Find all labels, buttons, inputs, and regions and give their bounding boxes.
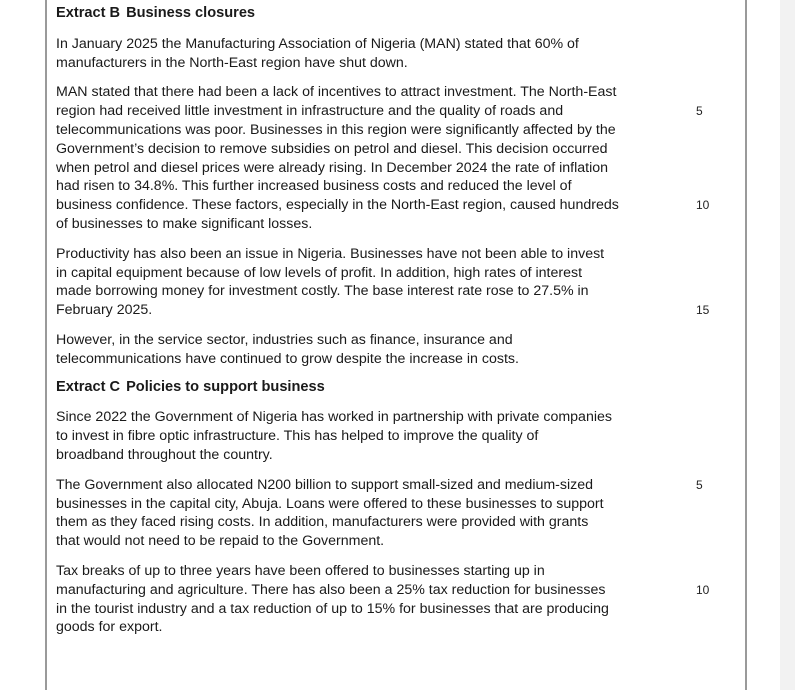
line-number: 15 xyxy=(696,303,710,318)
text-line: However, in the service sector, industries such as finance, insurance and xyxy=(56,331,513,348)
text-line: that would not need to be repaid to the Government. xyxy=(56,533,385,550)
text-line: February 2025. 15 xyxy=(56,302,710,319)
text-line: businesses in the capital city, Abuja. Loans were offered to these businesses to support xyxy=(56,495,604,512)
line-number: 10 xyxy=(696,582,710,597)
text-line: in the tourist industry and a tax reduction of up to 15% for businesses that are producing xyxy=(56,600,609,617)
text-line: them as they faced rising costs. In addition, manufacturers were provided with grants xyxy=(56,514,589,531)
text-line: to invest in fibre optic infrastructure. This has helped to improve the quality of xyxy=(56,428,539,445)
text-line: region had received little investment in infrastructure and the quality of roads and 5 xyxy=(56,103,703,120)
extract-b-title: Business closures xyxy=(126,5,256,21)
text-line: telecommunications was poor. Businesses in this region were significantly affected by the xyxy=(56,121,616,138)
extract-b-paragraph-4 xyxy=(56,331,656,369)
line-number: 5 xyxy=(696,104,703,119)
extract-b-paragraph-3 xyxy=(56,245,710,320)
text-line: Productivity has also been an issue in Nigeria. Businesses have not been able to invest xyxy=(56,245,605,262)
extract-c-label: Extract C xyxy=(56,378,121,395)
text-line: broadband throughout the country. xyxy=(56,446,273,463)
text-line: The Government also allocated N200 billion to support small-sized and medium-sized 5 xyxy=(56,476,703,493)
extract-b-paragraph-2 xyxy=(56,83,710,233)
extract-c-heading xyxy=(56,378,656,397)
text-line: Tax breaks of up to three years have been offered to businesses starting up in xyxy=(56,562,545,579)
text-line: business confidence. These factors, especially in the North-East region, caused hundreds 10 xyxy=(56,197,710,214)
text-line: manufacturers in the North-East region have shut down. xyxy=(56,54,408,71)
text-line: in capital equipment because of low levels of profit. In addition, high rates of interest xyxy=(56,264,583,281)
text-line: manufacturing and agriculture. There has also been a 25% tax reduction for businesses 10 xyxy=(56,581,710,598)
line-number: 5 xyxy=(696,477,703,492)
extract-c-paragraph-2 xyxy=(56,476,703,551)
text-line: Since 2022 the Government of Nigeria has worked in partnership with private companies xyxy=(56,409,612,426)
line-number: 10 xyxy=(696,198,710,213)
extract-c-paragraph-1 xyxy=(56,408,656,464)
extract-c-title: Policies to support business xyxy=(126,378,325,395)
extract-b-label: Extract B xyxy=(56,5,121,21)
text-line: Government’s decision to remove subsidies on petrol and diesel. This decision occurred xyxy=(56,140,608,157)
text-line: of businesses to make significant losses. xyxy=(56,215,313,232)
page-margin-shade xyxy=(780,0,795,690)
page-border-right xyxy=(745,0,747,690)
page-border-left xyxy=(45,0,47,690)
text-line: In January 2025 the Manufacturing Association of Nigeria (MAN) stated that 60% of xyxy=(56,35,579,52)
text-line: made borrowing money for investment costly. The base interest rate rose to 27.5% in xyxy=(56,283,589,300)
extract-b-paragraph-1 xyxy=(56,35,656,73)
text-line: had risen to 34.8%. This further increased business costs and reduced the level of xyxy=(56,178,572,195)
text-line: telecommunications have continued to grow despite the increase in costs. xyxy=(56,350,519,367)
text-line: when petrol and diesel prices were already rising. In December 2024 the rate of inflation xyxy=(56,159,609,176)
extract-c-paragraph-3 xyxy=(56,562,710,637)
text-line: goods for export. xyxy=(56,619,163,636)
extract-b-heading xyxy=(56,4,656,23)
text-line: MAN stated that there had been a lack of incentives to attract investment. The North-East xyxy=(56,84,617,101)
document-body xyxy=(56,4,710,648)
